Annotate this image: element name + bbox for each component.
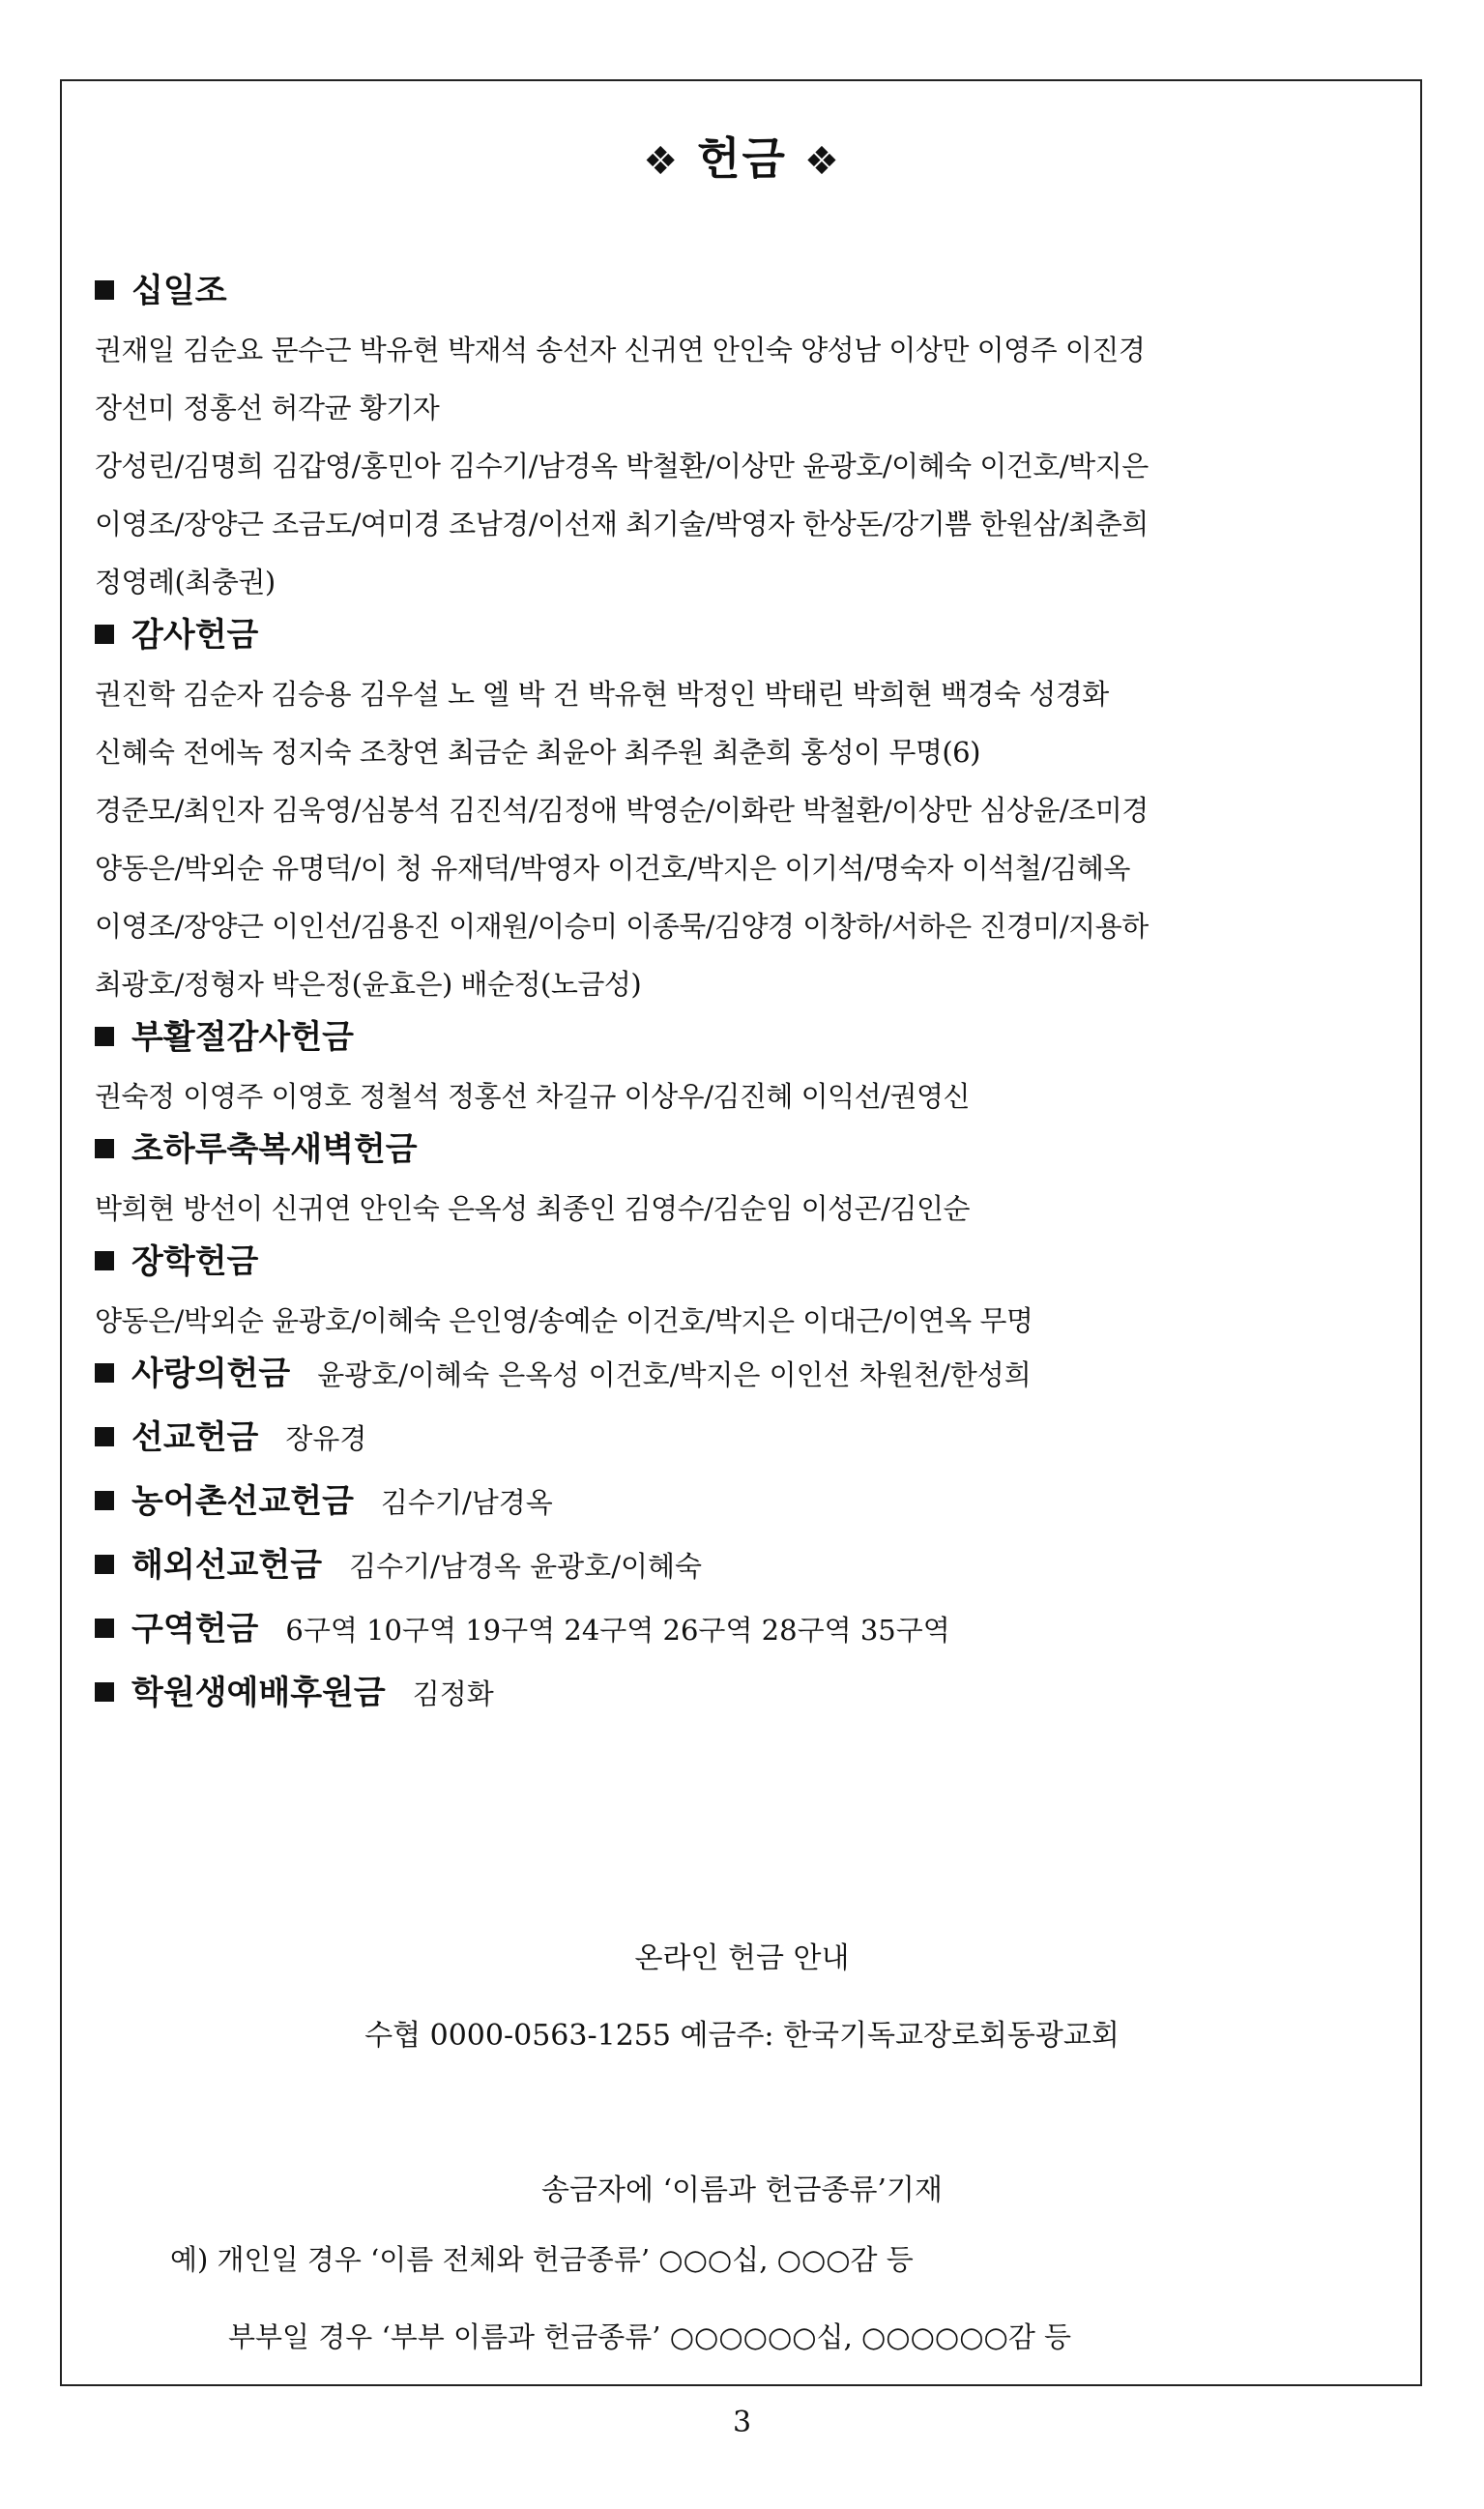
name-line: 장선미 정홍선 허각균 황기자 — [95, 392, 440, 424]
example-couple: 부부일 경우 ‘부부 이름과 헌금종류’ ○○○○○○십, ○○○○○○감 등 — [228, 2320, 1072, 2353]
section-heading-tithe: 십일조 — [95, 267, 1395, 321]
name-line: 박희현 방선이 신귀연 안인숙 은옥성 최종인 김영수/김순임 이성곤/김인순 — [95, 1192, 970, 1225]
square-bullet-icon — [95, 1555, 114, 1574]
section-heading-easter: 부활절감사헌금 — [95, 1013, 1395, 1067]
name-line: 이영조/장양근 조금도/여미경 조남경/이선재 최기술/박영자 한상돈/강기쁨 한원삼/최춘희 — [95, 508, 1149, 540]
section-heading-district: 구역헌금 6구역 10구역 19구역 24구역 26구역 28구역 35구역 — [95, 1605, 1395, 1659]
diamond-ornament-icon: ❖ — [643, 139, 681, 184]
square-bullet-icon — [95, 1027, 114, 1046]
page-number: 3 — [732, 2406, 752, 2439]
section-heading-overseas: 해외선교헌금 김수기/남경옥 윤광호/이혜숙 — [95, 1541, 1395, 1595]
page-title-text: 헌금 — [697, 132, 787, 185]
name-line: 양동은/박외순 윤광호/이혜숙 은인영/송예순 이건호/박지은 이대근/이연옥 무명 — [95, 1304, 1033, 1337]
square-bullet-icon — [95, 1682, 114, 1702]
section-inline-names: 김수기/남경옥 윤광호/이혜숙 — [349, 1550, 703, 1583]
name-line: 강성린/김명희 김갑영/홍민아 김수기/남경옥 박철환/이상만 윤광호/이혜숙 이건호/박지은 — [95, 450, 1149, 482]
square-bullet-icon — [95, 280, 114, 300]
section-heading-rural: 농어촌선교헌금 김수기/남경옥 — [95, 1477, 1395, 1532]
square-bullet-icon — [95, 1427, 114, 1446]
square-bullet-icon — [95, 1139, 114, 1158]
offering-list — [95, 267, 1395, 1723]
diamond-ornament-icon: ❖ — [803, 139, 841, 184]
remitter-instruction: 송금자에 ‘이름과 헌금종류’기재 — [541, 2173, 943, 2207]
name-line: 이영조/장양근 이인선/김용진 이재원/이승미 이종묵/김양경 이창하/서하은 진경미/지용하 — [95, 910, 1149, 943]
name-line: 신혜숙 전에녹 정지숙 조창연 최금순 최윤아 최주원 최춘희 홍성이 무명(6) — [95, 736, 980, 769]
square-bullet-icon — [95, 1251, 114, 1270]
name-line: 권재일 김순요 문수근 박유현 박재석 송선자 신귀연 안인숙 양성남 이상만 이영주 이진경 — [95, 334, 1146, 366]
section-inline-names: 윤광호/이혜숙 은옥성 이건호/박지은 이인선 차원천/한성희 — [317, 1358, 1032, 1391]
square-bullet-icon — [95, 1491, 114, 1510]
name-line: 정영례(최충권) — [95, 566, 276, 598]
bank-account-info: 수협 0000-0563-1255 예금주: 한국기독교장로회동광교회 — [364, 2019, 1120, 2053]
section-inline-names: 6구역 10구역 19구역 24구역 26구역 28구역 35구역 — [285, 1614, 950, 1647]
name-line: 양동은/박외순 유명덕/이 청 유재덕/박영자 이건호/박지은 이기석/명숙자 이석철/김혜옥 — [95, 852, 1130, 885]
online-offering-heading: 온라인 헌금 안내 — [634, 1941, 850, 1975]
section-heading-scholarship: 장학헌금 — [95, 1238, 1395, 1292]
square-bullet-icon — [95, 625, 114, 644]
name-line: 권진학 김순자 김승용 김우설 노 엘 박 건 박유현 박정인 박태린 박희현 백경숙 성경화 — [95, 678, 1109, 711]
section-heading-dawn: 초하루축복새벽헌금 — [95, 1125, 1395, 1180]
square-bullet-icon — [95, 1619, 114, 1638]
name-line: 권숙정 이영주 이영호 정철석 정홍선 차길규 이상우/김진혜 이익선/권영신 — [95, 1080, 970, 1113]
section-heading-academy: 학원생예배후원금 김정화 — [95, 1669, 1395, 1723]
name-line: 최광호/정형자 박은정(윤효은) 배순정(노금성) — [95, 968, 642, 1001]
section-inline-names: 김정화 — [412, 1678, 494, 1710]
section-inline-names: 장유경 — [285, 1422, 367, 1455]
example-individual: 예) 개인일 경우 ‘이름 전체와 헌금종류’ ○○○십, ○○○감 등 — [170, 2243, 914, 2276]
page-title — [0, 124, 1484, 188]
section-heading-thanks: 감사헌금 — [95, 611, 1395, 665]
name-line: 경준모/최인자 김욱영/심봉석 김진석/김정애 박영순/이화란 박철환/이상만 심상윤/조미경 — [95, 794, 1149, 827]
section-heading-mission: 선교헌금 장유경 — [95, 1414, 1395, 1468]
section-heading-love: 사랑의헌금 윤광호/이혜숙 은옥성 이건호/박지은 이인선 차원천/한성희 — [95, 1350, 1395, 1404]
square-bullet-icon — [95, 1363, 114, 1383]
section-inline-names: 김수기/남경옥 — [380, 1486, 553, 1519]
